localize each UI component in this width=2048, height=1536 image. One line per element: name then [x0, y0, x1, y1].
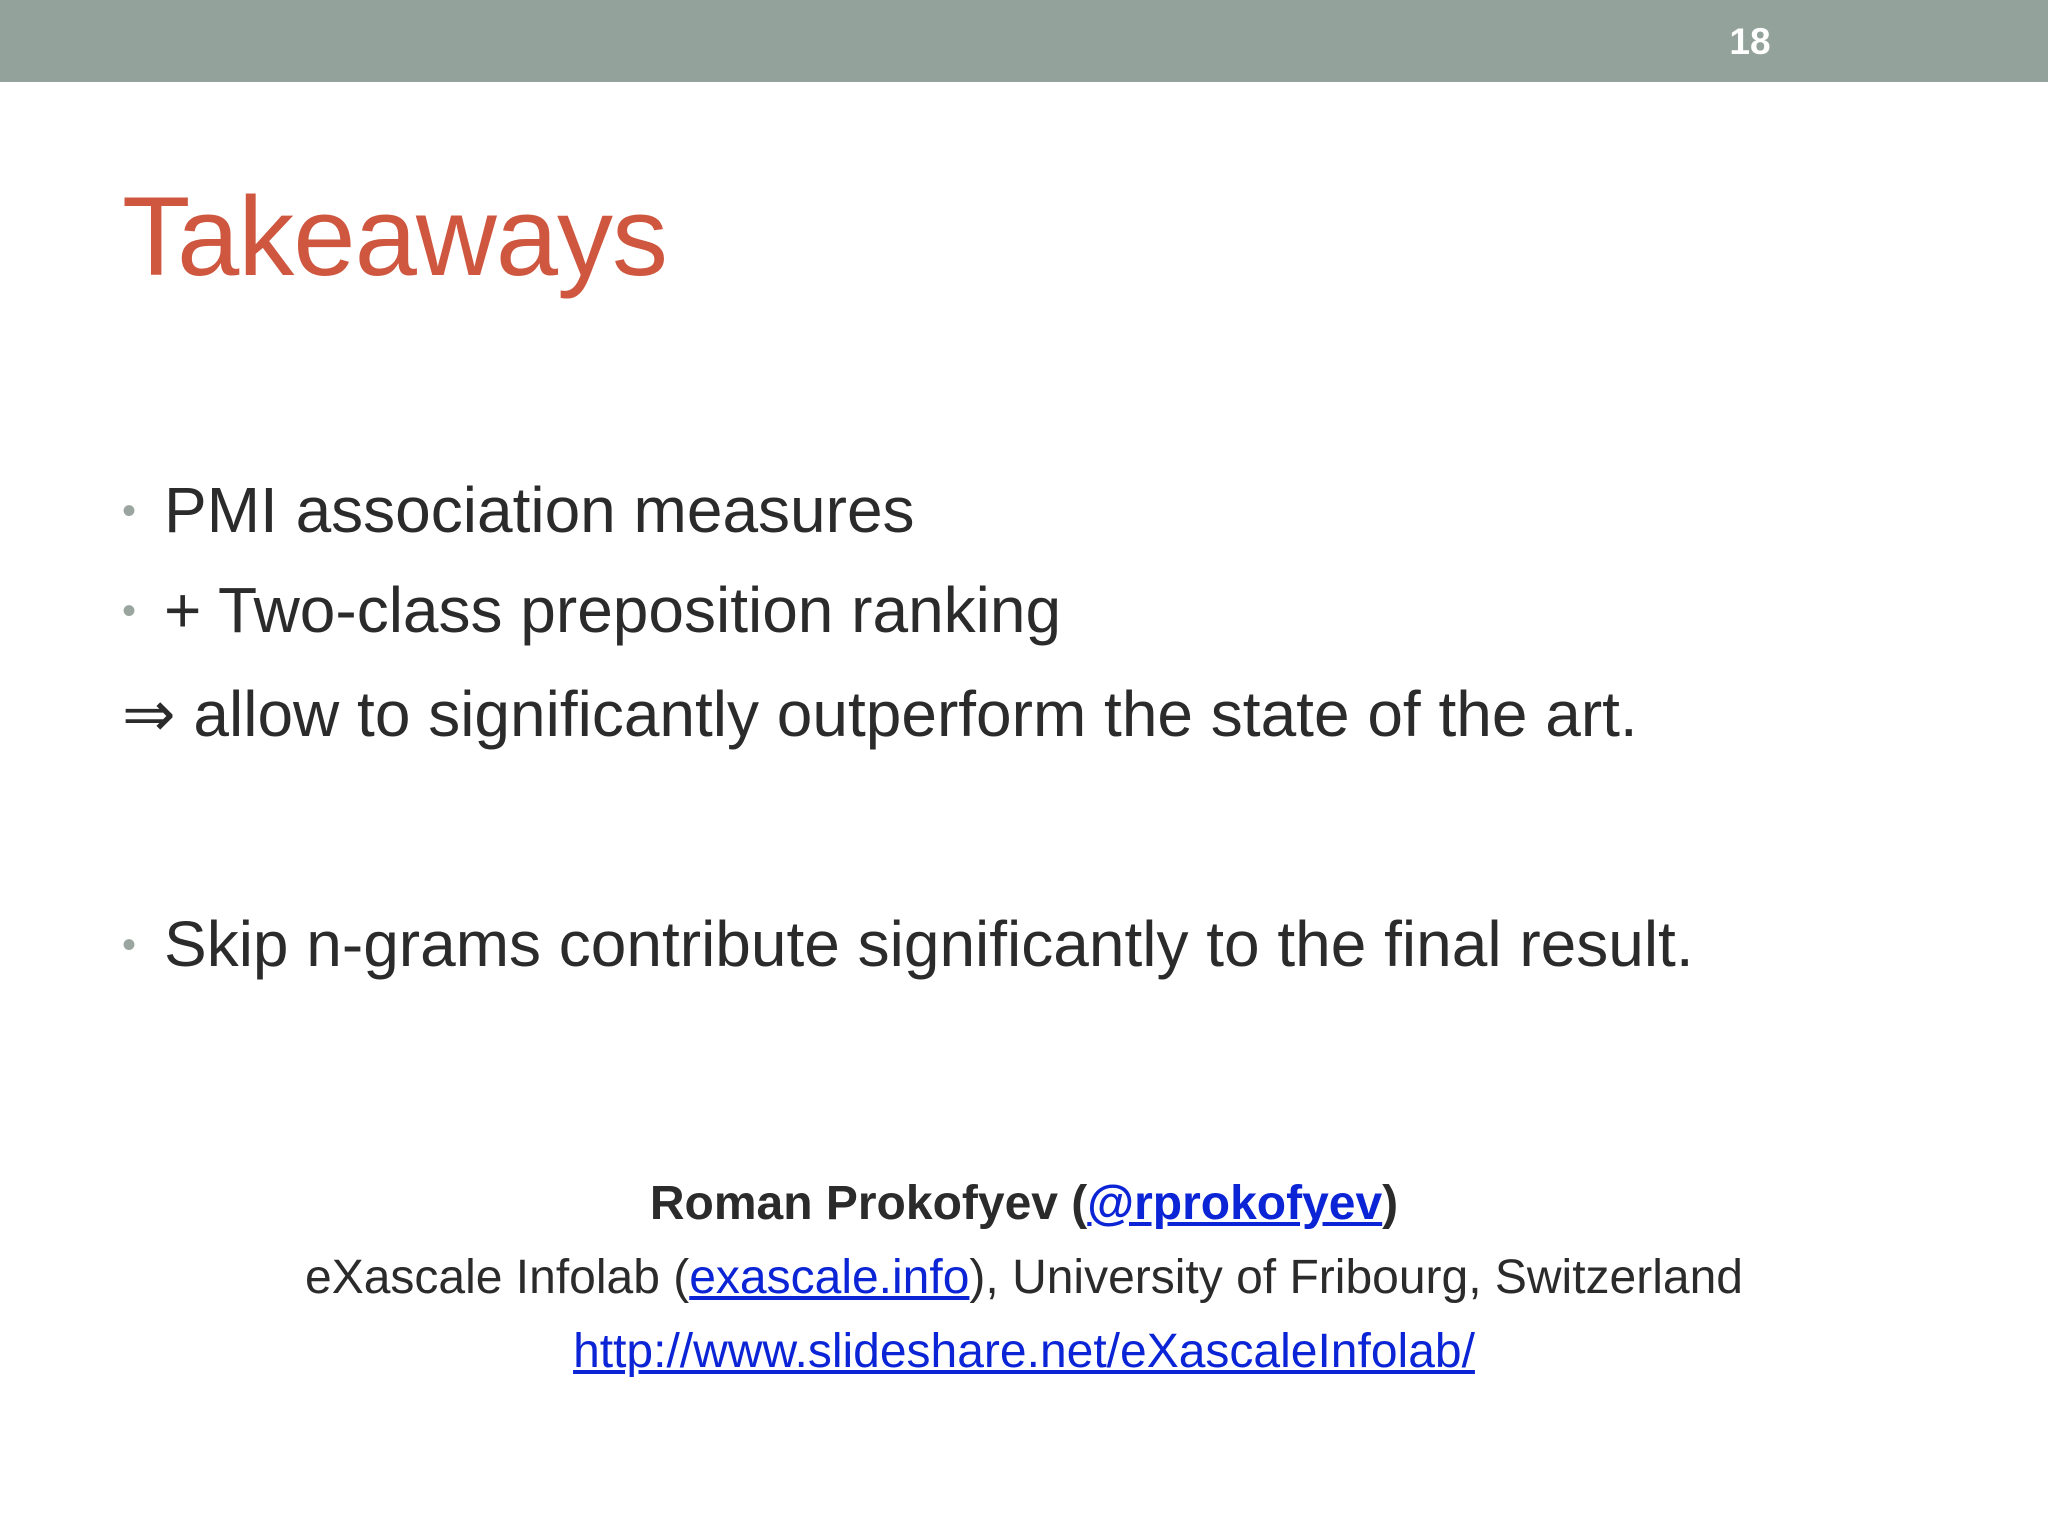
slide-number: 18 [1729, 21, 1771, 62]
bullet-dot-icon: • [122, 589, 137, 633]
slideshare-url-line [0, 1320, 2048, 1384]
affiliation-line [0, 1246, 2048, 1310]
author-twitter-link[interactable]: @rprokofyev [1087, 1177, 1383, 1230]
bullet-item-skip-ngrams [122, 906, 1694, 983]
bullet-item-pmi [122, 472, 915, 549]
slide-title: Takeaways [122, 174, 668, 299]
top-header-bar [0, 0, 2048, 82]
exascale-website-link[interactable]: exascale.info [689, 1251, 970, 1304]
conclusion-line: ⇒ allow to significantly outperform the state of the art. [122, 678, 1638, 750]
affiliation-prefix: eXascale Infolab ( [305, 1251, 690, 1304]
slideshare-link[interactable]: http://www.slideshare.net/eXascaleInfolab/ [573, 1325, 1475, 1378]
bullet-text: PMI association measures [164, 474, 915, 546]
bullet-text: + Two-class preposition ranking [164, 574, 1062, 646]
affiliation-suffix: ), University of Fribourg, Switzerland [969, 1251, 1743, 1304]
bullet-item-ranking [122, 572, 1061, 649]
author-line [0, 1172, 2048, 1236]
bullet-text: Skip n-grams contribute significantly to the final result. [164, 908, 1694, 980]
bullet-dot-icon: • [122, 923, 137, 967]
bullet-dot-icon: • [122, 489, 137, 533]
author-close-paren: ) [1382, 1177, 1399, 1230]
author-name: Roman Prokofyev ( [649, 1177, 1088, 1230]
